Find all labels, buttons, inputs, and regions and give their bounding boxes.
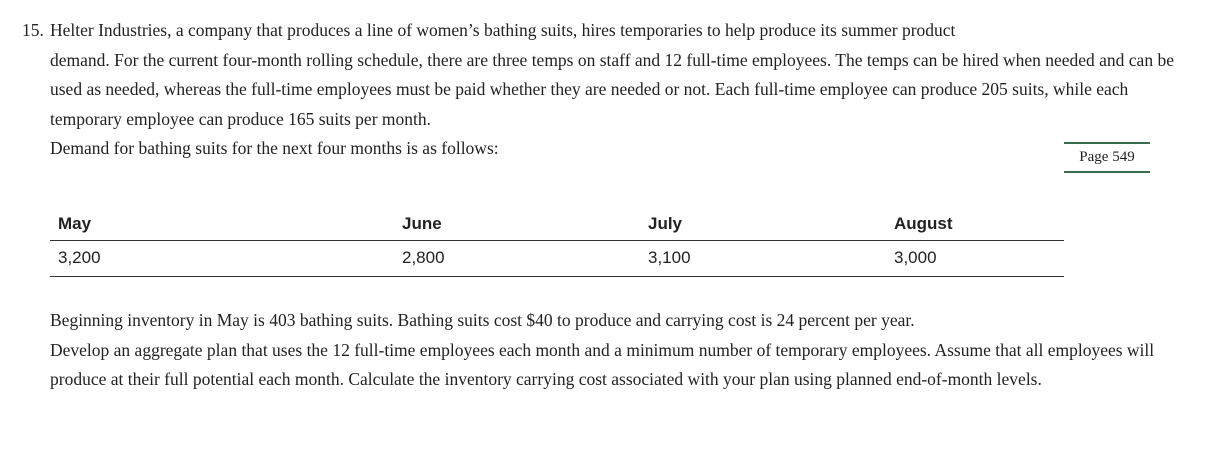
demand-intro-text: Demand for bathing suits for the next four months is as follows:: [50, 138, 499, 158]
problem-number: 15.: [22, 20, 44, 40]
problem-intro-line: Helter Industries, a company that produces a line of women’s bathing suits, hires temporaries to help produce its summer product: [50, 20, 956, 40]
page-number-marker: Page 549: [1064, 142, 1150, 173]
table-cell: 3,200: [50, 241, 394, 277]
problem-first-line: [22, 16, 1182, 46]
table-header-cell: May: [50, 208, 394, 241]
table-header-cell: July: [640, 208, 886, 241]
table-header-row: [50, 208, 1064, 241]
followup-instructions: Develop an aggregate plan that uses the 12 full-time employees each month and a minimum number of temporary employees. Assume that all employees will produce at their full potential each month. Calculate the inventory carrying cost associated with your plan using planned end-of-month levels.: [50, 339, 1155, 389]
table-header-cell: August: [886, 208, 1064, 241]
problem-statement: [22, 16, 1182, 164]
demand-table: [50, 208, 1064, 277]
followup-text: [50, 306, 1170, 395]
table-cell: 2,800: [394, 241, 640, 277]
table-row: [50, 241, 1064, 277]
table-cell: 3,000: [886, 241, 1064, 277]
followup-first-line: Beginning inventory in May is 403 bathing suits. Bathing suits cost $40 to produce and carrying cost is 24 percent per year.: [50, 310, 915, 330]
problem-intro-text: demand. For the current four-month rolling schedule, there are three temps on staff and 12 full-time employees. The temps can be hired when needed and can be used as needed, whereas the full-time employees must be paid whether they are needed or not. Each full-time employee can produce 205 suits, while each temporary employee can produce 165 suits per month.: [50, 49, 1174, 129]
table-header-cell: June: [394, 208, 640, 241]
table-cell: 3,100: [640, 241, 886, 277]
